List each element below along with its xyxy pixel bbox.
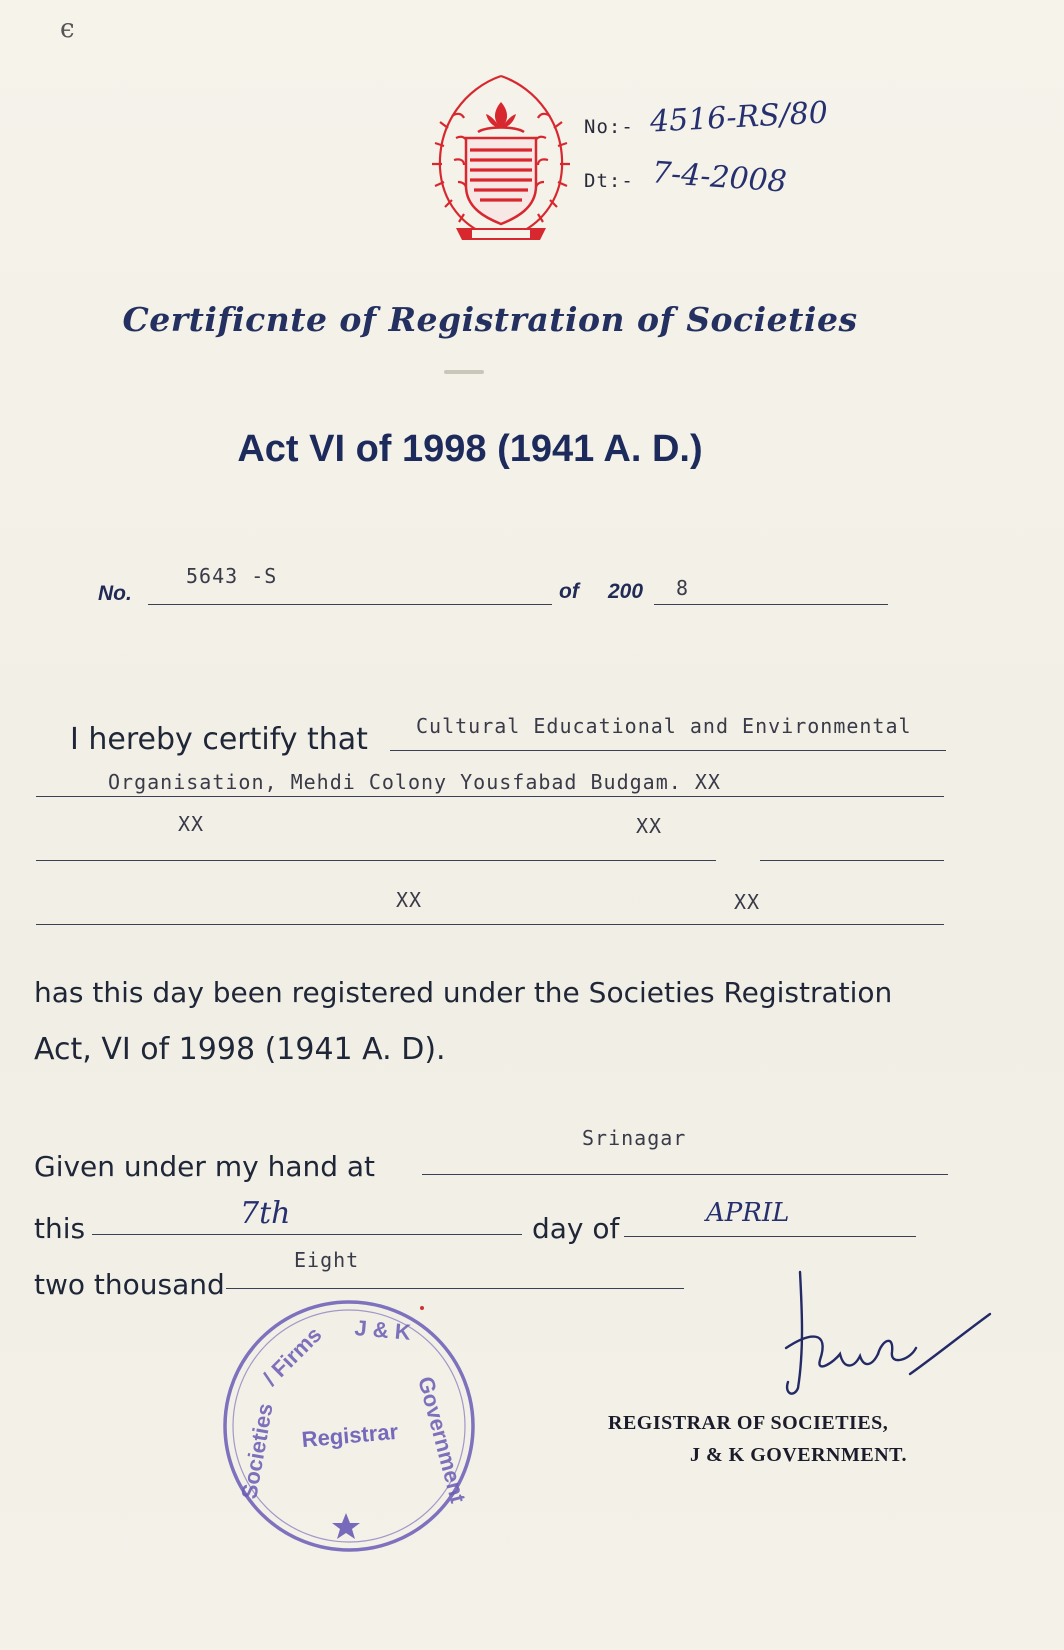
registrar-title-line2: J & K GOVERNMENT. [690, 1444, 908, 1466]
certificate-title: Certificnte of Registration of Societies [122, 300, 858, 339]
month-value: APRIL [706, 1198, 790, 1228]
year-label: two thousand [34, 1268, 225, 1301]
year-suffix-value: 8 [676, 576, 690, 600]
corner-mark: ϵ [60, 14, 75, 44]
ink-dot [420, 1306, 424, 1310]
certify-filler-3-left: XX [178, 812, 205, 836]
act-heading: Act VI of 1998 (1941 A. D.) [237, 428, 703, 470]
this-label: this [34, 1212, 86, 1245]
stamp-center-text: Registrar [300, 1418, 400, 1453]
day-line [92, 1234, 522, 1235]
year-of-label: of [559, 580, 579, 603]
place-value: Srinagar [582, 1126, 687, 1150]
registrar-signature [760, 1270, 1000, 1410]
society-name-line2: Organisation, Mehdi Colony Yousfabad Budgam. XX [108, 770, 721, 794]
certify-line-3a [36, 860, 716, 861]
certify-filler-4-left: XX [396, 888, 423, 912]
svg-text:Societies: Societies [236, 1401, 278, 1501]
registrar-stamp [218, 1295, 480, 1557]
month-line [624, 1236, 916, 1237]
certify-line-1 [390, 750, 946, 751]
ref-date-value: 7-4-2008 [650, 155, 788, 200]
registered-statement-1: has this day been registered under the Societies Registration [34, 976, 893, 1009]
registrar-title-line1: REGISTRAR OF SOCIETIES, [608, 1412, 889, 1434]
certify-filler-4-right: XX [734, 890, 761, 914]
title-divider [444, 370, 484, 374]
year-prefix: 200 [608, 580, 644, 603]
certify-lead-text: I hereby certify that [70, 722, 368, 757]
year-line [654, 604, 888, 605]
registered-statement-2: Act, VI of 1998 (1941 A. D). [34, 1032, 446, 1067]
ref-no-value: 4516-RS/80 [649, 95, 829, 140]
year-words-line [226, 1288, 684, 1289]
place-label: Given under my hand at [34, 1150, 376, 1183]
certify-line-3b [760, 860, 944, 861]
svg-text:Government: Government [413, 1373, 471, 1506]
ref-date-label: Dt:- [584, 170, 634, 192]
certify-line-4 [36, 924, 944, 925]
ref-no-label: No:- [584, 116, 634, 138]
svg-text:J & K: J & K [353, 1315, 412, 1345]
day-of-label: day of [532, 1212, 620, 1245]
day-value: 7th [240, 1196, 291, 1231]
registration-no-line [148, 604, 552, 605]
certify-filler-3-right: XX [636, 814, 663, 838]
state-emblem [426, 68, 576, 248]
society-name-line1: Cultural Educational and Environmental [416, 714, 912, 738]
certify-line-2 [36, 796, 944, 797]
place-line [422, 1174, 948, 1175]
registration-no-value: 5643 -S [186, 564, 278, 588]
year-value: Eight [294, 1248, 360, 1272]
registration-no-label: No. [98, 582, 132, 605]
svg-text:/ Firms: / Firms [257, 1321, 327, 1391]
